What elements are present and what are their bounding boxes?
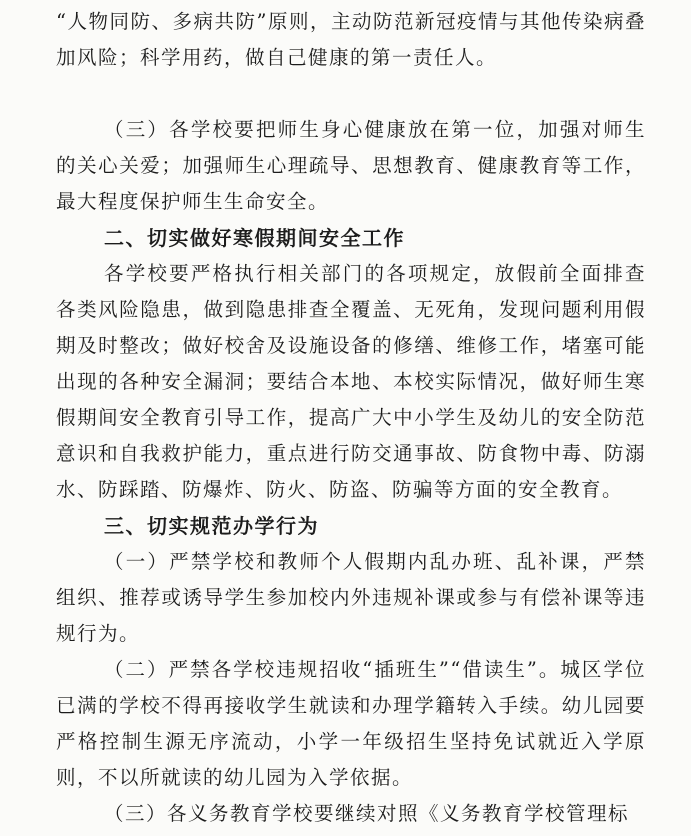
heading-section-3: 三、切实规范办学行为	[104, 514, 319, 538]
paragraph-item-1: （一）严禁学校和教师个人假期内乱办班、乱补课，严禁组织、推荐或诱导学生参加校内外违规补课或参与有偿补课等违规行为。	[56, 550, 646, 645]
paragraph-care-item-3: （三）各学校要把师生身心健康放在第一位，加强对师生的关心关爱；加强师生心理疏导、思想教育、健康教育等工作，最大程度保护师生生命安全。	[56, 118, 646, 213]
paragraph-safety-work: 各学校要严格执行相关部门的各项规定，放假前全面排查各类风险隐患，做到隐患排查全覆盖、无死角，发现问题利用假期及时整改；做好校舍及设施设备的修缮、维修工作，堵塞可能出现的各种安全漏洞；要结合本地、本校实际情况，做好师生寒假期间安全教育引导工作，提高广大中小学生及幼儿的安全防范意识和自我救护能力，重点进行防交通事故、防食物中毒、防溺水、防踩踏、防爆炸、防火、防盗、防骗等方面的安全教育。	[56, 262, 646, 501]
paragraph-item-3: （三）各义务教育学校要继续对照《义务教育学校管理标	[104, 802, 630, 825]
heading-section-2: 二、切实做好寒假期间安全工作	[104, 226, 405, 250]
paragraph-item-2: （二）严禁各学校违规招收“插班生”“借读生”。城区学位已满的学校不得再接收学生就读和办理学籍转入手续。幼儿园要严格控制生源无序流动，小学一年级招生坚持免试就近入学原则，不以所就读的幼儿园为入学依据。	[56, 658, 646, 789]
paragraph-prevention-principle: “人物同防、多病共防”原则，主动防范新冠疫情与其他传染病叠加风险；科学用药，做自己健康的第一责任人。	[56, 10, 646, 69]
